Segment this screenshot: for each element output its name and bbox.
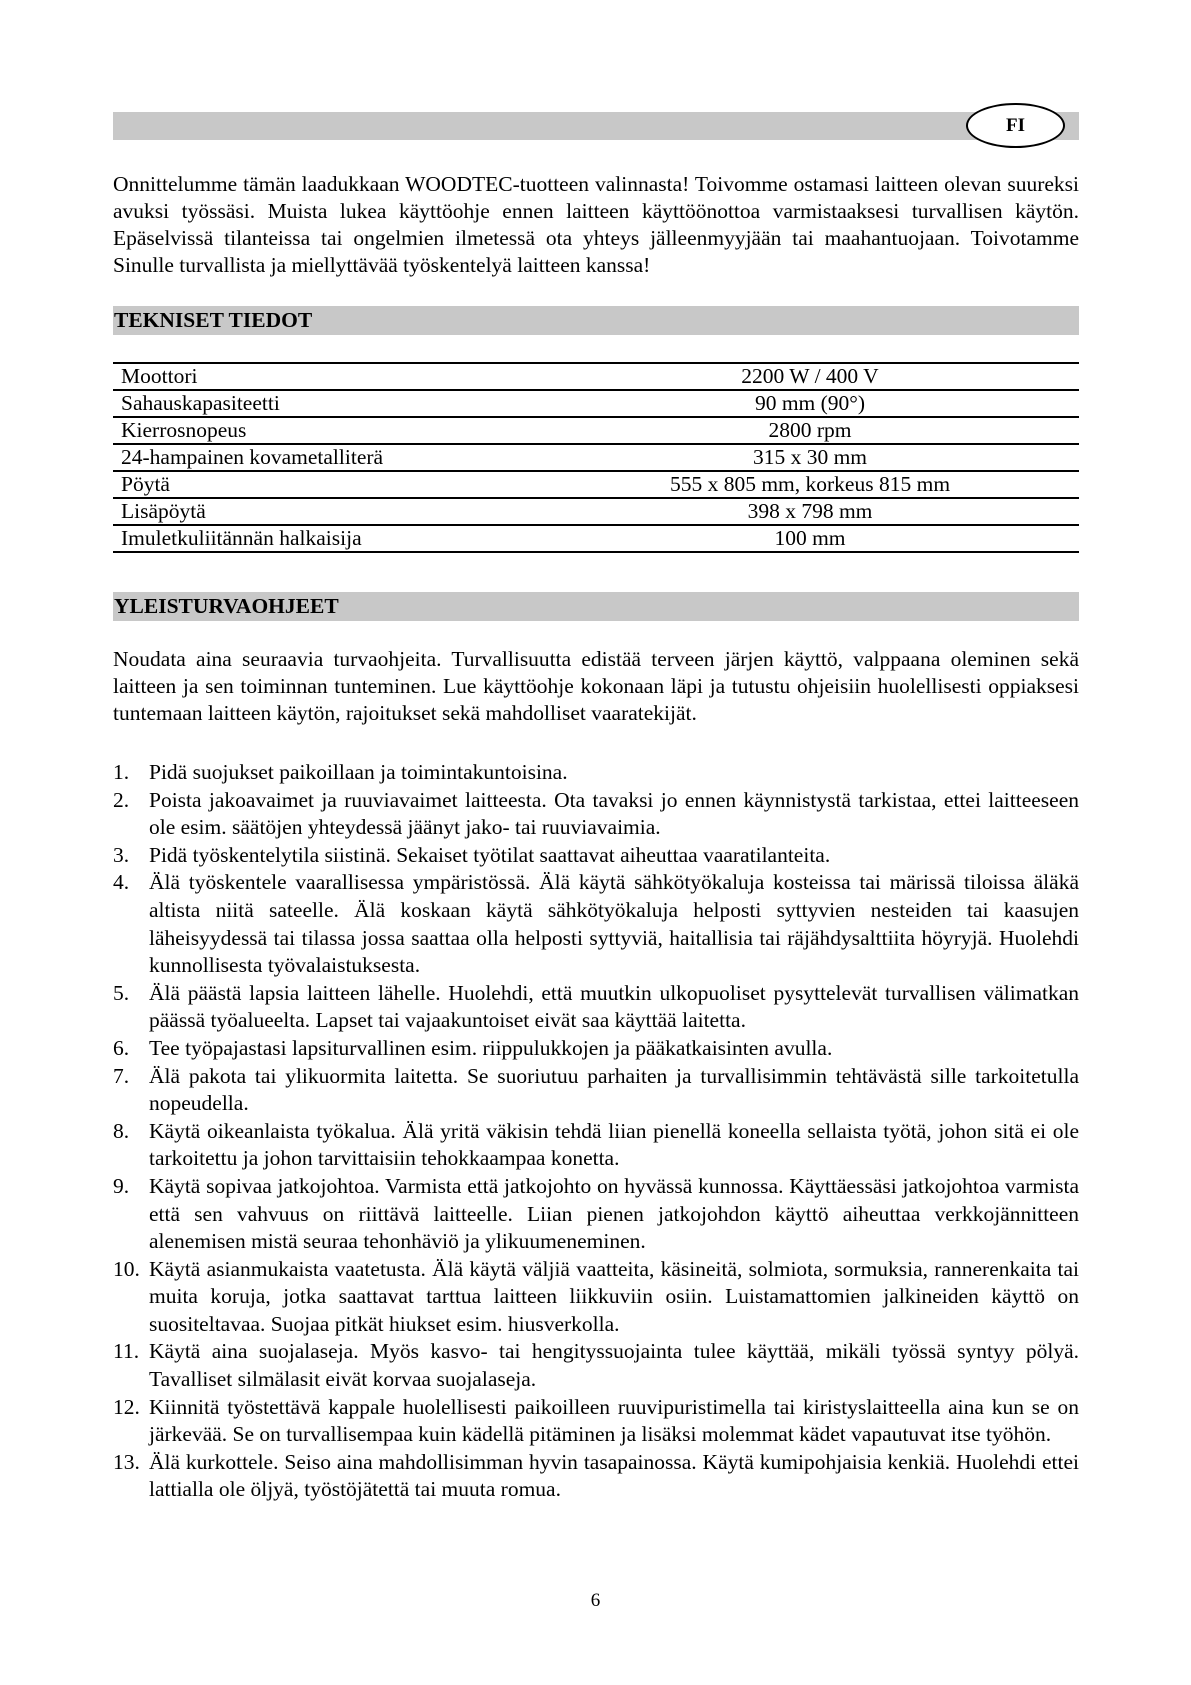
safety-rule-number: 1. <box>113 760 130 784</box>
safety-rule-number: 8. <box>113 1118 130 1143</box>
section-heading-tech: TEKNISET TIEDOT <box>113 306 1079 335</box>
safety-rule-text: Käytä oikeanlaista työkalua. Älä yritä väkisin tehdä liian pienellä koneella sellaista työtä, johon sitä ei ole tarkoitettu ja johon tarvittaisiin tehokkaampaa konetta. <box>149 1118 1079 1171</box>
safety-rule-item <box>113 1035 1079 1063</box>
safety-rule-number: 13. <box>113 1449 140 1474</box>
spec-value: 2800 rpm <box>541 417 1079 444</box>
safety-rule-number: 12. <box>113 1394 140 1419</box>
safety-rule-item <box>113 1063 1079 1118</box>
spec-value: 315 x 30 mm <box>541 444 1079 471</box>
spec-row <box>113 471 1079 498</box>
safety-rule-text: Älä päästä lapsia laitteen lähelle. Huolehdi, että muutkin ulkopuoliset pysyttelevät turvallisen välimatkan päässä työalueelta. Lapset tai vajaakuntoiset eivät saa käyttää laitetta. <box>149 980 1079 1033</box>
spec-row <box>113 417 1079 444</box>
safety-rule-text: Pidä työskentelytila siistinä. Sekaiset työtilat saattavat aiheuttaa vaaratilanteita. <box>149 842 831 867</box>
safety-rule-item <box>113 1394 1079 1449</box>
safety-rule-text: Älä työskentele vaarallisessa ympäristössä. Älä käytä sähkötyökaluja kosteissa tai märissä tiloissa äläkä altista niitä sateelle. Älä koskaan käytä sähkötyökaluja helposti syttyvien nesteiden tai kaasujen läheisyydessä tai tilassa jossa saattaa olla helposti syttyviä, haitallisia tai räjähdysalttiita höyryjä. Huolehdi kunnollisesta työvalaistuksesta. <box>149 870 1079 978</box>
safety-rule-item <box>113 1338 1079 1393</box>
safety-rule-item <box>113 1173 1079 1256</box>
spec-row <box>113 525 1079 552</box>
safety-rule-text: Käytä sopivaa jatkojohtoa. Varmista että jatkojohto on hyvässä kunnossa. Käyttäessäsi jatkojohtoa varmista että sen vahvuus on riittävä laitteelle. Liian pienen jatkojohdon käyttö aiheuttaa verkkojännitteen alenemisen mistä seuraa tehonhäviö ja ylikuumeneminen. <box>149 1173 1079 1254</box>
safety-rule-number: 3. <box>113 842 130 867</box>
safety-rule-number: 9. <box>113 1173 130 1198</box>
safety-rule-item <box>113 1449 1079 1504</box>
spec-label: 24-hampainen kovametalliterä <box>113 444 541 471</box>
safety-rule-number: 5. <box>113 980 130 1005</box>
spec-row <box>113 498 1079 525</box>
safety-rule-number: 2. <box>113 787 130 812</box>
spec-row <box>113 390 1079 417</box>
spec-label: Imuletkuliitännän halkaisija <box>113 525 541 552</box>
safety-rule-text: Kiinnitä työstettävä kappale huolellisesti paikoilleen ruuvipuristimella tai kiristyslaitteella aina kun se on järkevää. Se on turvallisempaa kuin kädellä pitäminen ja lisäksi molemmat kädet vapautuvat itse työhön. <box>149 1394 1079 1447</box>
safety-rule-text: Älä kurkottele. Seiso aina mahdollisimman hyvin tasapainossa. Käytä kumipohjaisia kenkiä. Huolehdi ettei lattialla ole öljyä, työstöjätettä tai muuta romua. <box>149 1449 1079 1502</box>
safety-rule-text: Älä pakota tai ylikuormita laitetta. Se suoriutuu parhaiten ja turvallisimmin tehtävästä sille tarkoitetulla nopeudella. <box>149 1063 1079 1116</box>
safety-rule-text: Käytä aina suojalaseja. Myös kasvo- tai hengityssuojainta tulee käyttää, mikäli työssä syntyy pölyä. Tavalliset silmälasit eivät korvaa suojalaseja. <box>149 1339 1079 1392</box>
safety-rule-item <box>113 842 1079 870</box>
spec-label: Moottori <box>113 363 541 390</box>
spec-value: 555 x 805 mm, korkeus 815 mm <box>541 471 1079 498</box>
header-bar <box>113 112 1079 140</box>
safety-rule-number: 4. <box>113 870 130 895</box>
spec-value: 90 mm (90°) <box>541 390 1079 417</box>
safety-rule-number: 11. <box>113 1339 140 1364</box>
spec-label: Pöytä <box>113 471 541 498</box>
language-badge <box>966 103 1065 148</box>
page-number: 6 <box>590 1590 601 1611</box>
safety-rule-item <box>113 787 1079 842</box>
safety-rule-text: Käytä asianmukaista vaatetusta. Älä käytä väljiä vaatteita, käsineitä, solmiota, sormuksia, rannerenkaita tai muita koruja, jotka saattavat tarttua laitteen liikkuviin osiin. Luistamattomien jalkineiden käyttö on suositeltavaa. Suojaa pitkät hiukset esim. hiusverkolla. <box>149 1256 1079 1336</box>
spec-label: Sahauskapasiteetti <box>113 390 541 417</box>
specs-table <box>113 362 1079 553</box>
spec-row <box>113 363 1079 390</box>
safety-rule-item <box>113 1256 1079 1339</box>
safety-rule-item <box>113 980 1079 1035</box>
spec-row <box>113 444 1079 471</box>
spec-label: Kierrosnopeus <box>113 417 541 444</box>
safety-rule-item <box>113 869 1079 979</box>
safety-rule-number: 10. <box>113 1256 140 1281</box>
safety-rule-text: Tee työpajastasi lapsiturvallinen esim. riippulukkojen ja pääkatkaisinten avulla. <box>149 1035 833 1060</box>
spec-value: 2200 W / 400 V <box>541 363 1079 390</box>
language-badge-label: FI <box>1006 114 1025 136</box>
spec-value: 100 mm <box>541 525 1079 552</box>
safety-rule-item <box>113 759 1079 787</box>
safety-rule-number: 7. <box>113 1063 130 1088</box>
safety-rules-list <box>113 759 1079 1504</box>
safety-rule-number: 6. <box>113 1035 130 1060</box>
spec-value: 398 x 798 mm <box>541 498 1079 525</box>
safety-rule-text: Poista jakoavaimet ja ruuviavaimet laitteesta. Ota tavaksi jo ennen käynnistystä tarkistaa, ettei laitteeseen ole esim. säätöjen yhteydessä jäänyt jako- tai ruuviavaimia. <box>149 787 1079 840</box>
safety-intro-paragraph: Noudata aina seuraavia turvaohjeita. Turvallisuutta edistää terveen järjen käyttö, valppaana oleminen sekä laitteen ja sen toiminnan tunteminen. Lue käyttöohje kokonaan läpi ja tutustu ohjeisiin huolellisesti oppiaksesi tuntemaan laitteen käytön, rajoitukset sekä mahdolliset vaaratekijät. <box>113 647 1079 725</box>
section-heading-safety: YLEISTURVAOHJEET <box>113 592 1079 621</box>
spec-label: Lisäpöytä <box>113 498 541 525</box>
intro-paragraph: Onnittelumme tämän laadukkaan WOODTEC-tuotteen valinnasta! Toivomme ostamasi laitteen olevan suureksi avuksi työssäsi. Muista lukea käyttöohje ennen laitteen käyttöönottoa varmistaaksesi turvallisen käytön. Epäselvissä tilanteissa tai ongelmien ilmetessä ota yhteys jälleenmyyjään tai maahantuojaan. Toivotamme Sinulle turvallista ja miellyttävää työskentelyä laitteen kanssa! <box>113 172 1079 277</box>
safety-rule-item <box>113 1118 1079 1173</box>
safety-rule-text: Pidä suojukset paikoillaan ja toimintakuntoisina. <box>149 760 568 784</box>
